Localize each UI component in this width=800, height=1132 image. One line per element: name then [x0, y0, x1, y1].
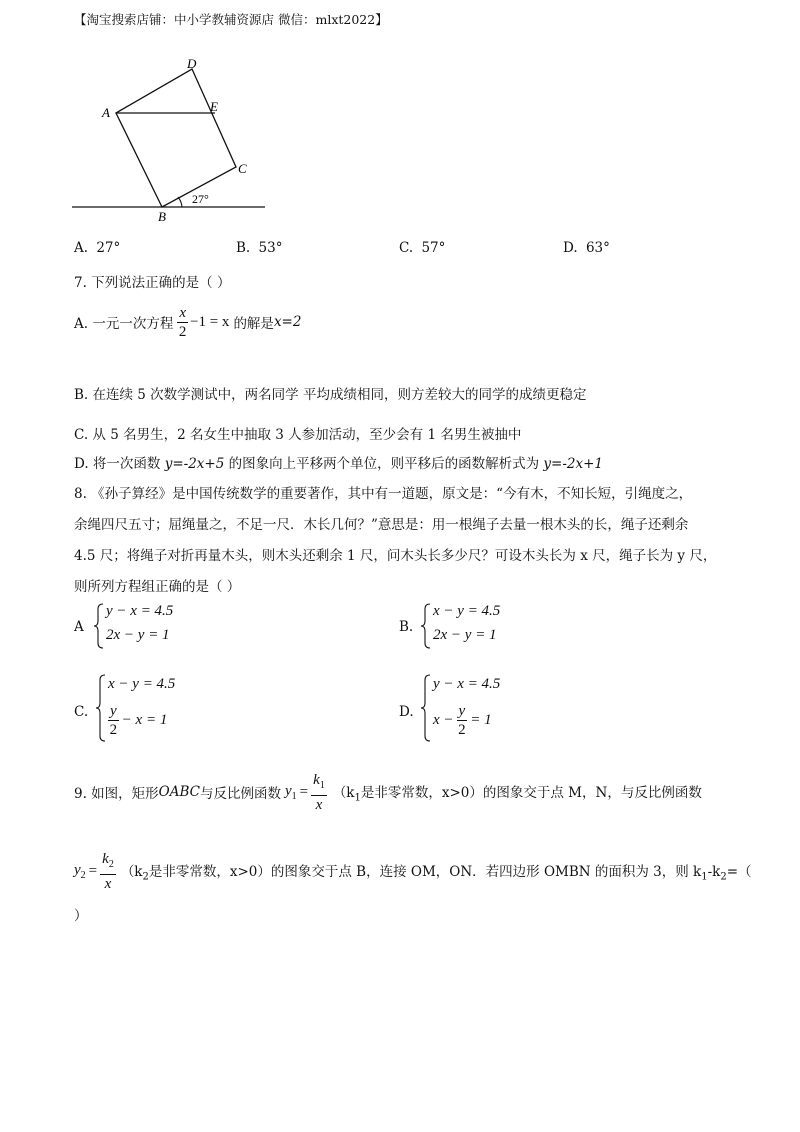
q9-line-1: 9. 如图，矩形 OABC 与反比例函数 $y_1$ = $\frac{k_1}{x}$ （$k_1$是非零常数，x>0）的图象交于点 M，N，与反比例函数: [74, 771, 702, 813]
angle-arc: [178, 197, 182, 207]
fraction-numerator: y: [110, 703, 117, 719]
label-c: C: [238, 161, 247, 176]
fraction-denominator: 2: [178, 323, 187, 340]
option-a-solution: x=2: [273, 314, 302, 330]
equation-2: [108, 702, 167, 739]
equation-rest: −1 = x: [190, 313, 230, 330]
option-letter: A.: [74, 240, 89, 256]
fraction-numerator: x: [179, 304, 187, 321]
option-a-prefix: A. 一元一次方程: [74, 316, 174, 332]
fraction-numerator: $k_2$: [100, 850, 116, 875]
brace-icon: [421, 674, 431, 742]
q7-stem: 7. 下列说法正确的是（ ）: [74, 275, 231, 291]
fraction-denominator: 2: [458, 722, 466, 738]
option-letter: C.: [399, 240, 414, 256]
q9-cond2: （$k_2$是非零常数，x>0）的图象交于点 B，连接 OM，ON．若四边形 OMBN 的面积为 3，则 $k_1-k_2=$（: [120, 863, 752, 883]
equation-fraction: [177, 304, 188, 341]
option-text: 57°: [421, 240, 446, 256]
q6-option-b[interactable]: [236, 240, 282, 256]
option-letter: D.: [399, 704, 414, 720]
equation-1: y − x = 4.5: [106, 603, 174, 619]
option-text: 63°: [585, 240, 610, 256]
equation-2-fraction: [457, 702, 468, 739]
equation-2: 2x − y = 1: [433, 627, 497, 643]
equation-1: y − x = 4.5: [433, 676, 501, 692]
option-letter: A: [74, 619, 84, 635]
equation-2-rest: − x = 1: [121, 712, 168, 728]
equation-system: [421, 603, 581, 649]
equation-2: [433, 702, 492, 739]
q7-option-d[interactable]: [74, 452, 603, 472]
q9-cond1: （$k_1$是非零常数，x>0）的图象交于点 M，N，与反比例函数: [332, 784, 702, 804]
equation-2-rest: = 1: [470, 712, 492, 728]
label-a: A: [102, 105, 110, 120]
fraction-numerator: $k_1$: [311, 771, 327, 796]
label-e: E: [210, 99, 218, 114]
option-text: 27°: [96, 240, 121, 256]
q8-option-d[interactable]: [399, 674, 599, 742]
label-b: B: [158, 209, 166, 224]
angle-label: 27°: [192, 192, 209, 206]
brace-icon: [421, 603, 431, 649]
rectangle-abcd: [116, 69, 236, 207]
q6-option-c[interactable]: [399, 240, 445, 256]
option-d-mid: 的图象向上平移两个单位，则平移后的函数解析式为: [224, 456, 544, 472]
q9-prefix: 9. 如图，矩形: [74, 786, 159, 802]
option-letter: B.: [399, 619, 414, 635]
option-text: 53°: [258, 240, 283, 256]
geometry-figure: [60, 55, 280, 225]
q9-rect-name: OABC: [158, 784, 200, 800]
q7-option-b[interactable]: B. 在连续 5 次数学测试中，两名同学 平均成绩相同，则方差较大的同学的成绩更稳定: [74, 387, 587, 403]
q8-line-2: 余绳四尺五寸；屈绳量之，不足一尺．木长几何？”意思是：用一根绳子去量一根木头的长，绳子还剩余: [74, 517, 689, 533]
option-letter: C.: [74, 704, 89, 720]
q8-option-a[interactable]: [74, 603, 274, 649]
option-letter: B.: [236, 240, 251, 256]
q9-mid1: 与反比例函数: [200, 786, 281, 802]
header-banner: 【淘宝搜索店铺：中小学教辅资源店 微信：mlxt2022】: [74, 12, 388, 27]
equation-2-pre: x −: [433, 712, 454, 728]
fraction-denominator: x: [315, 796, 323, 813]
equation-system: [96, 674, 256, 742]
q6-option-d[interactable]: [563, 240, 610, 256]
label-d: D: [187, 56, 197, 71]
q7-option-a[interactable]: [74, 300, 301, 344]
q6-option-a[interactable]: [74, 240, 120, 256]
option-letter: D.: [563, 240, 578, 256]
q9-closing: ）: [74, 908, 88, 924]
fraction-denominator: 2: [109, 722, 118, 738]
q9-y1: $y_1$: [285, 782, 297, 802]
option-d-result: y=-2x+1: [543, 456, 604, 472]
q9-k2-fraction: [100, 850, 116, 893]
fraction-denominator: x: [104, 875, 112, 892]
q9-k1-fraction: [311, 771, 327, 814]
q8-option-c[interactable]: [74, 674, 274, 742]
option-d-prefix: D. 将一次函数: [74, 456, 165, 472]
option-d-function: y=-2x+5: [164, 456, 225, 472]
q8-line-3: 4.5 尺；将绳子对折再量木头，则木头还剩余 1 尺，问木头长多少尺？可设木头长为 x 尺，绳子长为 y 尺，: [74, 548, 717, 564]
q9-y2: $y_2$: [74, 861, 86, 881]
equation-system: [421, 674, 581, 742]
option-a-suffix: 的解是: [233, 316, 274, 332]
equation-1: x − y = 4.5: [108, 676, 176, 692]
q7-option-c[interactable]: C. 从 5 名男生，2 名女生中抽取 3 人参加活动，至少会有 1 名男生被抽中: [74, 427, 522, 443]
equation-2-fraction: [108, 702, 119, 739]
equation-2: 2x − y = 1: [106, 627, 170, 643]
q9-line-2: $y_2$ = $\frac{k_2}{x}$ （$k_2$是非零常数，x>0）的图象交于点 B，连接 OM，ON．若四边形 OMBN 的面积为 3，则 $k_1-k_2=$（: [74, 850, 752, 892]
q8-option-b[interactable]: [399, 603, 599, 649]
q8-line-1: 8. 《孙子算经》是中国传统数学的重要著作，其中有一道题，原文是：“今有木，不知长短，引绳度之，: [74, 486, 693, 502]
brace-icon: [96, 674, 106, 742]
equation-1: x − y = 4.5: [433, 603, 501, 619]
q8-line-4: 则所列方程组正确的是（ ）: [74, 579, 241, 595]
equation-system: [94, 603, 254, 649]
brace-icon: [94, 603, 104, 649]
fraction-numerator: y: [458, 703, 466, 719]
